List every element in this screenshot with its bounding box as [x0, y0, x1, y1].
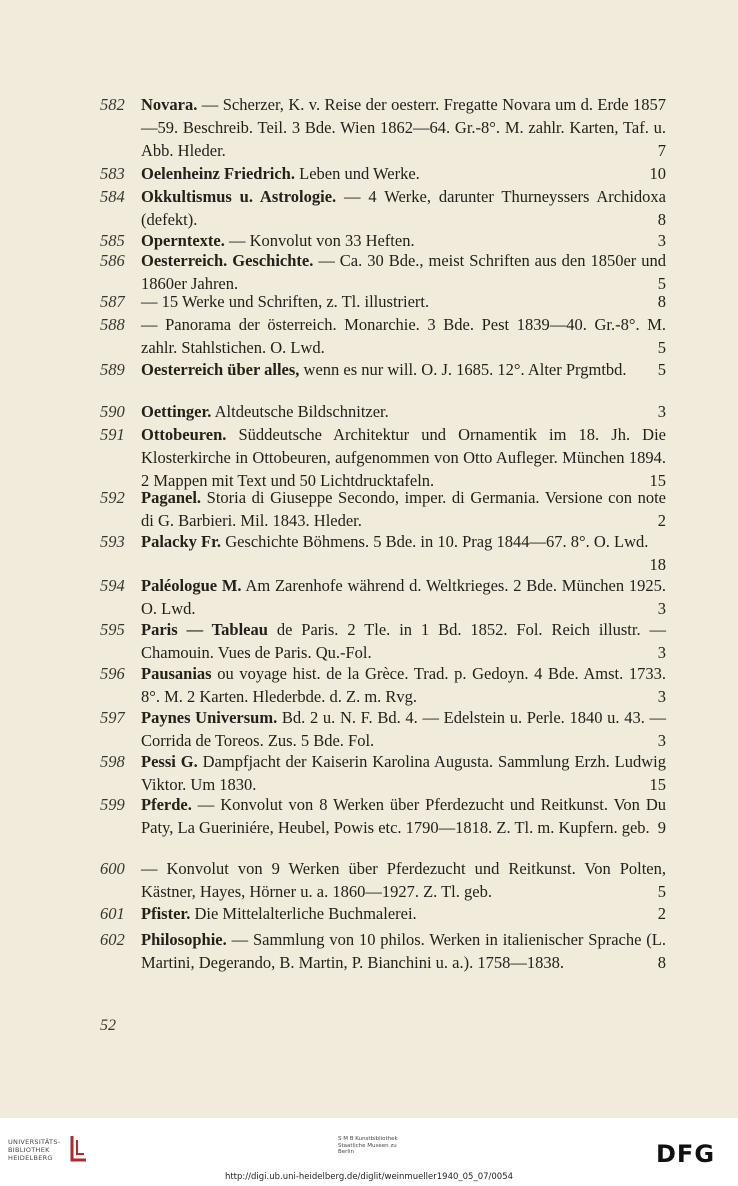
- price: 5: [657, 882, 666, 901]
- lot-number: 596: [100, 664, 125, 683]
- dfg-logo: DFG: [656, 1140, 716, 1168]
- page-number: 52: [100, 1017, 116, 1034]
- entry-text: Paganel. Storia di Giuseppe Secondo, imper. di Germania. Versione con note di G. Barbieri. Mil. 1843. Hleder. 2: [141, 488, 666, 530]
- price: 8: [657, 210, 666, 229]
- lot-number: 590: [100, 402, 125, 421]
- lot-number: 584: [100, 187, 125, 206]
- lot-number: 602: [100, 930, 125, 949]
- price: 3: [657, 687, 666, 706]
- price: 3: [657, 402, 666, 421]
- price: 2: [657, 511, 666, 530]
- price: 7: [657, 141, 666, 160]
- entry-text: — 15 Werke und Schriften, z. Tl. illustriert. 8: [141, 292, 666, 311]
- lot-number: 583: [100, 164, 125, 183]
- lot-number: 591: [100, 425, 125, 444]
- price: 3: [657, 731, 666, 750]
- entry-text: Oettinger. Altdeutsche Bildschnitzer. 3: [141, 402, 666, 421]
- entry-text: Oesterreich über alles, wenn es nur will. O. J. 1685. 12°. Alter Prgmtbd. 5: [141, 360, 666, 379]
- price: 2: [657, 904, 666, 923]
- university-library-label: UNIVERSITÄTS- BIBLIOTHEK HEIDELBERG: [8, 1138, 61, 1162]
- price: 3: [657, 231, 666, 250]
- entry-text: Paléologue M. Am Zarenhofe während d. Weltkrieges. 2 Bde. München 1925. O. Lwd. 3: [141, 576, 666, 618]
- lot-number: 582: [100, 95, 125, 114]
- lot-number: 595: [100, 620, 125, 639]
- lot-number: 598: [100, 752, 125, 771]
- entry-text: — Panorama der österreich. Monarchie. 3 Bde. Pest 1839—40. Gr.-8°. M. zahlr. Stahlstichen. O. Lwd. 5: [141, 315, 666, 357]
- lot-number: 588: [100, 315, 125, 334]
- lot-number: 597: [100, 708, 125, 727]
- price: 8: [657, 292, 666, 311]
- price: 8: [657, 953, 666, 972]
- price: 10: [649, 164, 666, 183]
- lot-number: 601: [100, 904, 125, 923]
- entry-text: Paynes Universum. Bd. 2 u. N. F. Bd. 4. — Edelstein u. Perle. 1840 u. 43. — Corrida de Toreos. Zus. 5 Bde. Fol. 3: [141, 708, 666, 750]
- price: 15: [649, 775, 666, 794]
- lot-number: 589: [100, 360, 125, 379]
- entry-text: Paris — Tableau de Paris. 2 Tle. in 1 Bd. 1852. Fol. Reich illustr. — Chamouin. Vues de Paris. Qu.-Fol. 3: [141, 620, 666, 662]
- source-url[interactable]: http://digi.ub.uni-heidelberg.de/diglit/weinmueller1940_05_07/0054: [224, 1172, 514, 1182]
- entry-text: Ottobeuren. Süddeutsche Architektur und Ornamentik im 18. Jh. Die Klosterkirche in Ottobeuren, aufgenommen von Otto Aufleger. München 1894. 2 Mappen mit Text und 50 Lichtdrucktafeln. 15: [141, 425, 666, 490]
- price: 5: [657, 274, 666, 293]
- entry-text: — Konvolut von 9 Werken über Pferdezucht und Reitkunst. Von Polten, Kästner, Hayes, Hörner u. a. 1860—1927. Z. Tl. geb. 5: [141, 859, 666, 901]
- price: 15: [649, 471, 666, 490]
- price: 9: [657, 818, 666, 837]
- entry-text: Operntexte. — Konvolut von 33 Heften. 3: [141, 231, 666, 250]
- entry-text: Pferde. — Konvolut von 8 Werken über Pferdezucht und Reitkunst. Von Du Paty, La Gueriniére, Heubel, Powis etc. 1790—1818. Z. Tl. m. Kupfern. geb. 9: [141, 795, 666, 837]
- entry-text: Palacky Fr. Geschichte Böhmens. 5 Bde. in 10. Prag 1844—67. 8°. O. Lwd. 18: [141, 532, 666, 574]
- university-logo-icon: [68, 1134, 90, 1164]
- kunstbibliothek-label: S M B Kunstbibliothek Staatliche Museen zu Berlin: [338, 1136, 398, 1155]
- entry-text: Oesterreich. Geschichte. — Ca. 30 Bde., meist Schriften aus den 1850er und 1860er Jahren. 5: [141, 251, 666, 293]
- entry-text: Okkultismus u. Astrologie. — 4 Werke, darunter Thurneyssers Archidoxa (defekt). 8: [141, 187, 666, 229]
- lot-number: 594: [100, 576, 125, 595]
- lot-number: 586: [100, 251, 125, 270]
- lot-number: 593: [100, 532, 125, 551]
- price: 5: [657, 360, 666, 379]
- price: 18: [649, 555, 666, 574]
- lot-number: 585: [100, 231, 125, 250]
- lot-number: 599: [100, 795, 125, 814]
- entry-text: Novara. — Scherzer, K. v. Reise der oesterr. Fregatte Novara um d. Erde 1857—59. Beschreib. Teil. 3 Bde. Wien 1862—64. Gr.-8°. M. zahlr. Karten, Taf. u. Abb. Hleder. 7: [141, 95, 666, 160]
- price: 5: [657, 338, 666, 357]
- price: 3: [657, 599, 666, 618]
- lot-number: 592: [100, 488, 125, 507]
- price: 3: [657, 643, 666, 662]
- entry-text: Pfister. Die Mittelalterliche Buchmalerei. 2: [141, 904, 666, 923]
- entry-text: Pausanias ou voyage hist. de la Grèce. Trad. p. Gedoyn. 4 Bde. Amst. 1733. 8°. M. 2 Karten. Hlederbde. d. Z. m. Rvg. 3: [141, 664, 666, 706]
- lot-number: 587: [100, 292, 125, 311]
- entry-text: Philosophie. — Sammlung von 10 philos. Werken in italienischer Sprache (L. Martini, Degerando, B. Martin, P. Bianchini u. a.). 1758—1838. 8: [141, 930, 666, 972]
- entry-text: Pessi G. Dampfjacht der Kaiserin Karolina Augusta. Sammlung Erzh. Ludwig Viktor. Um 1830. 15: [141, 752, 666, 794]
- lot-number: 600: [100, 859, 125, 878]
- entry-text: Oelenheinz Friedrich. Leben und Werke. 10: [141, 164, 666, 183]
